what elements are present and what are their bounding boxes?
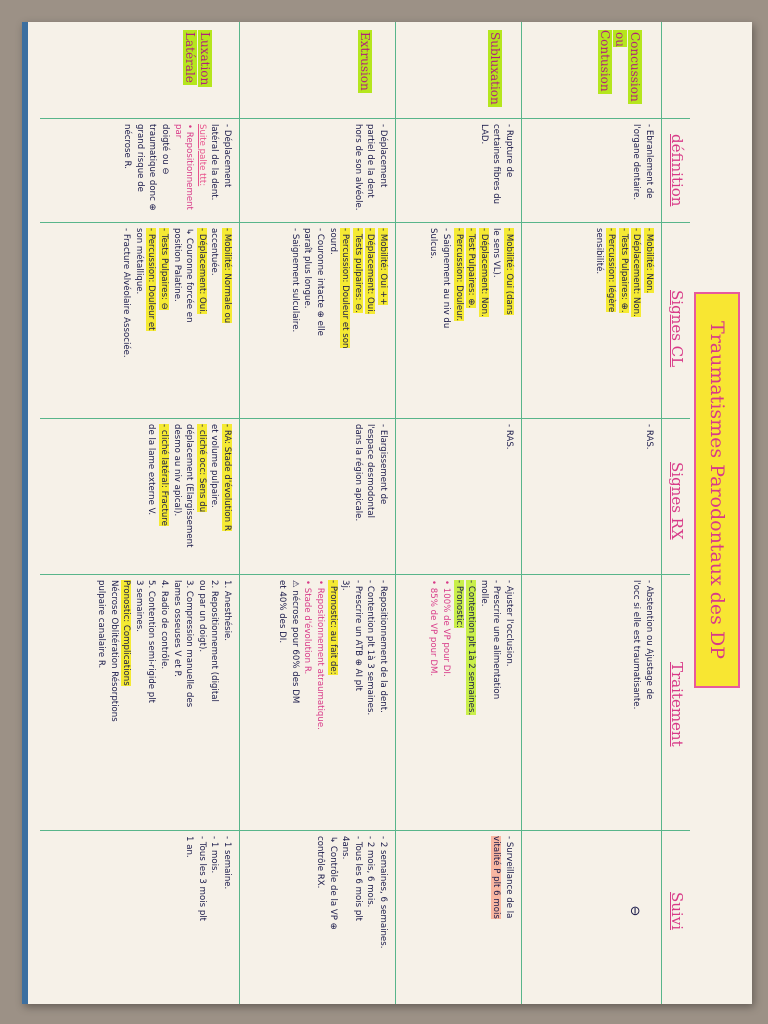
cell-signes-cl: - Mobilité: Non. - Déplacement: Non. - Tests Pulpaires: ⊕. - Percussion: légère sensibilité. xyxy=(593,228,654,317)
cell-suivi: - 1 semaine. - 1 mois. - Tous les 3 mois plt 1 an. xyxy=(184,836,232,922)
cell-signes-cl: - Mobilité: Oui ++ - Déplacement: Oui. - Tests pulpaires: ⊖. - Percussion: Douleur et son sourd. - Couronne intacte ⊕ elle paraît plus longue. - Saignement sulculaire. xyxy=(289,228,388,349)
header-suivi: Suivi xyxy=(668,892,686,931)
cell-signes-cl: - Mobilité: Oui (dans le sens VL). - Déplacement: Non. - Test Pulpaires: ⊕. - Percussion: Douleur. - Saignement au niv du Sulcus. xyxy=(428,228,514,329)
cell-signes-rx: - Elargissement de l'espace desmodontal dans la région apicale. xyxy=(352,424,388,522)
cell-traitement: 1. Anesthésie. 2. Repositionnement (digital ou par un doigt). 3. Compression manuelle des lames osseuses V et P. 4. Radio de contrôle. 5. Contention semi-rigide plt 3 semaines. Pronostic: Complications Nécrose Oblitération Résorptions pulpaire canalaire R. xyxy=(96,580,232,722)
cell-signes-rx: - RAS. xyxy=(504,424,514,450)
grid-line xyxy=(40,222,690,223)
cell-suivi: - Surveillance de la vitalité P plt 6 mois xyxy=(491,836,514,919)
paper-sheet xyxy=(22,22,752,1004)
grid-line xyxy=(40,418,690,419)
header-traitement: Traitement xyxy=(668,662,686,747)
grid-line xyxy=(661,22,662,1004)
cell-suivi: ⊖ xyxy=(627,905,642,917)
page-title: Traumatismes Parodontaux des DP xyxy=(694,292,740,688)
grid-line xyxy=(395,22,396,1004)
row-label-concussion: Concussion ou Contusion xyxy=(598,30,642,102)
grid-line xyxy=(521,22,522,1004)
header-definition: définition xyxy=(668,134,686,207)
cell-traitement: - Abstention ou Ajustage de l'occ si elle est traumatisante. xyxy=(631,580,654,710)
header-signes-rx: Signes RX xyxy=(668,462,686,540)
grid-line xyxy=(40,574,690,575)
cell-signes-rx: - RAS. xyxy=(644,424,654,450)
table-board xyxy=(28,22,752,1004)
row-label-subluxation: Subluxation xyxy=(488,32,502,105)
cell-traitement: - Repositionnement de la dent. - Contention plt 1à 3 semaines. - Prescrire un ATB ⊕ AI plt 3j. - Pronostic: au fait de: • Repositionnement atraumatique. • Stade d'évolution R. ⚠ nécrose pour 60% des DM et 40% des DI. xyxy=(277,580,388,730)
cell-definition: - Déplacement partiel de la dent hors de son alvéole. xyxy=(352,124,388,211)
grid-line xyxy=(40,118,690,119)
cell-suivi: - 2 semaines, 6 semaines. - 2 mois, 6 mois. - Tous les 6 mois plt 4ans. ↳ Contrôle de la VP ⊕ contrôle RX. xyxy=(315,836,388,949)
cell-definition: - Déplacement latéral de la dent. Suite palte ttt: • Repositionnement par doigté ou ⊖ traumatique donc ⊕ grand risque de nécrose R. xyxy=(122,124,232,211)
row-label-extrusion: Extrusion xyxy=(358,32,372,91)
cell-traitement: - Ajuster l'occlusion. - Prescrire une alimentation molle. - Contention plt 1à 2 semaines. - Pronostic: • 100% de VP pour DI. • 85% de VP pour DM. xyxy=(428,580,514,716)
row-label-luxation: Luxation Latérale xyxy=(183,32,212,86)
grid-line xyxy=(239,22,240,1004)
cell-signes-cl: - Mobilité: Normale ou accentuée. - Déplacement: Oui. ↳ Couronne forcée en position Palatine. - Tests Pulpaires: ⊖ - Percussion: Douleur et son métallique. - Fracture Alvéolaire Associée. xyxy=(121,228,232,358)
header-signes-cl: Signes CL xyxy=(668,290,686,368)
cell-signes-rx: - RA: Stade d'évolution R et volume pulpaire. - cliché occ: Sens du déplacement (Elargissement desmo au niv apical). - cliché latéral: Fracture de la lame externe V. xyxy=(146,424,232,548)
cell-definition: - Rupture de certaines fibres du LAD. xyxy=(478,124,514,205)
cell-definition: - Ebranlement de l'organe dentaire. xyxy=(631,124,654,201)
grid-line xyxy=(40,830,690,831)
